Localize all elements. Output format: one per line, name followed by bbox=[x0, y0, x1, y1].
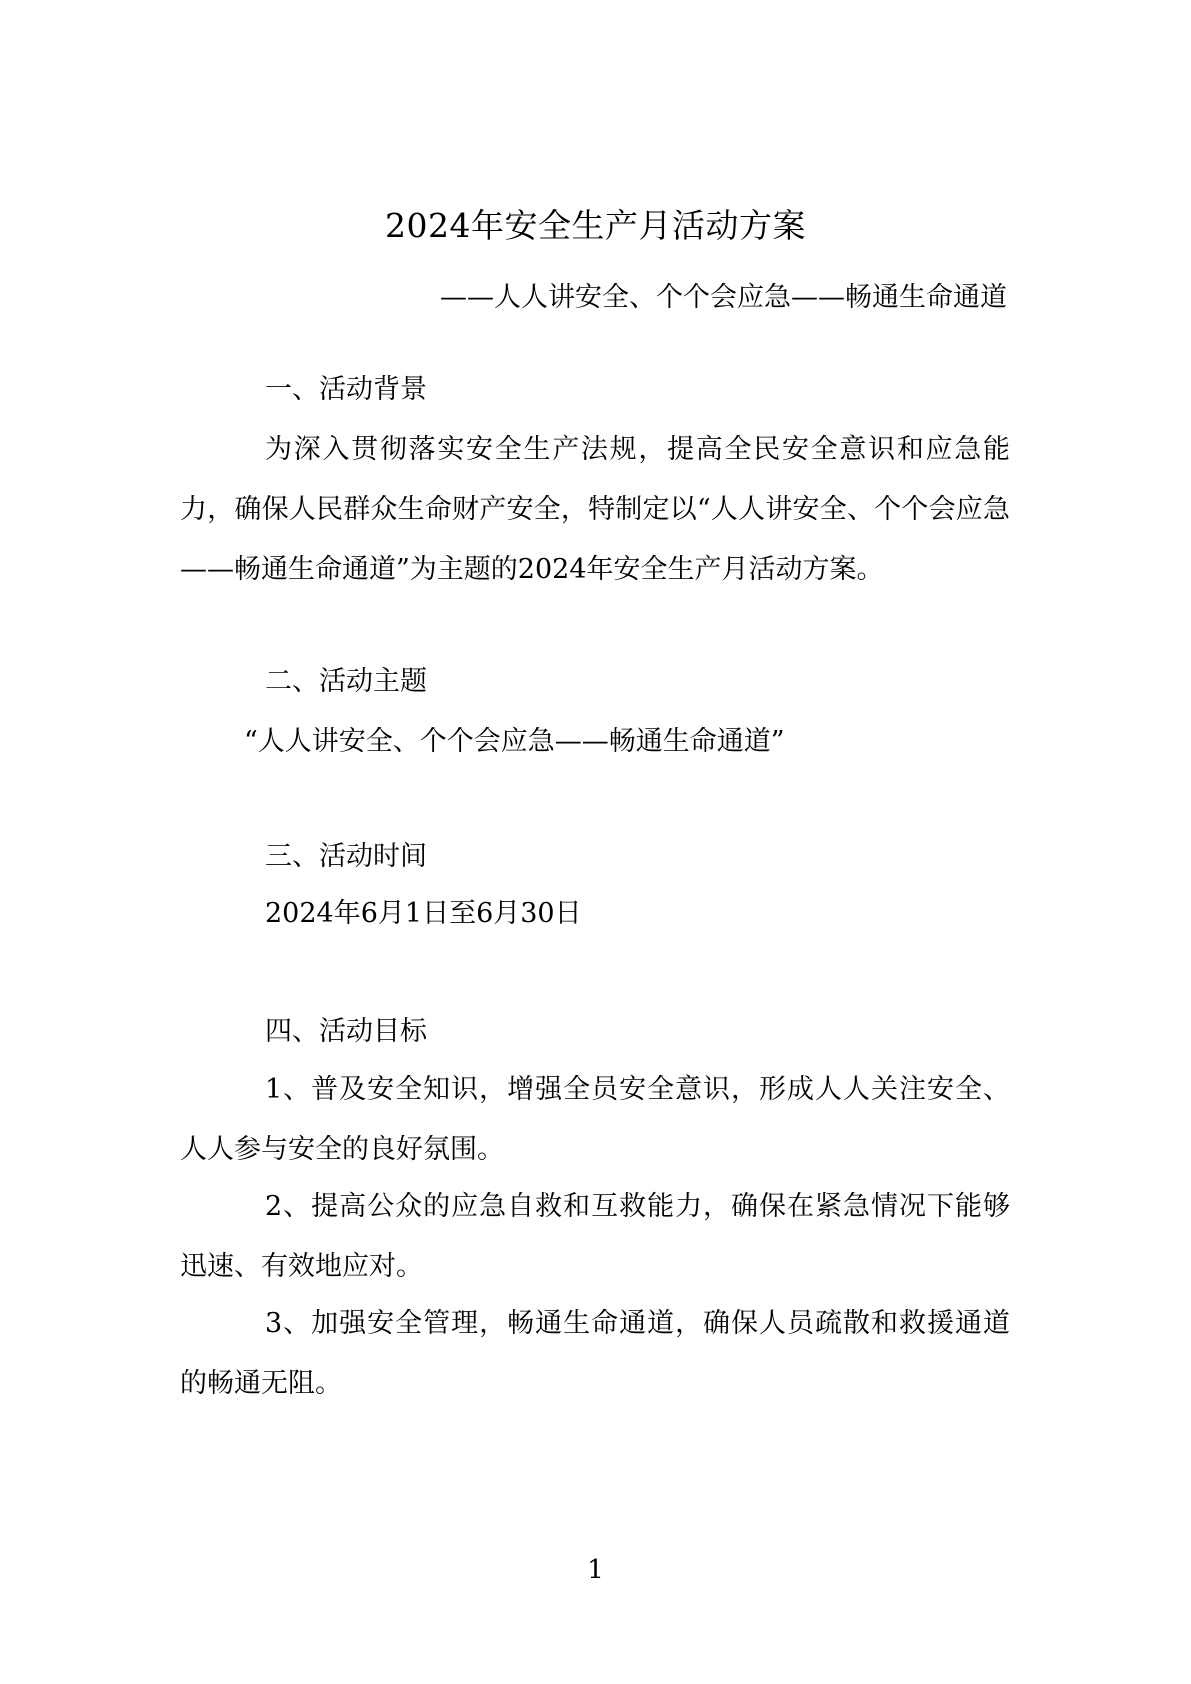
goal-item-3: 3、加强安全管理，畅通生命通道，确保人员疏散和救援通道的畅通无阻。 bbox=[180, 1308, 1010, 1399]
page-number: 1 bbox=[587, 1555, 604, 1585]
section-paragraph-time: 2024年6月1日至6月30日 bbox=[265, 898, 582, 929]
section-heading-time: 三、活动时间 bbox=[265, 841, 427, 872]
goal-item-2: 2、提高公众的应急自救和互救能力，确保在紧急情况下能够迅速、有效地应对。 bbox=[180, 1191, 1010, 1282]
section-heading-theme: 二、活动主题 bbox=[265, 666, 427, 697]
section-heading-background: 一、活动背景 bbox=[265, 374, 427, 405]
section-paragraph-background: 为深入贯彻落实安全生产法规，提高全民安全意识和应急能力，确保人民群众生命财产安全，特制定以“人人讲安全、个个会应急——畅通生命通道”为主题的2024年安全生产月活动方案。 bbox=[180, 434, 1010, 585]
document-title: 2024年安全生产月活动方案 bbox=[385, 206, 806, 245]
document-subtitle: ——人人讲安全、个个会应急——畅通生命通道 bbox=[440, 282, 1007, 313]
section-heading-goals: 四、活动目标 bbox=[265, 1016, 427, 1047]
goal-item-1: 1、普及安全知识，增强全员安全意识，形成人人关注安全、人人参与安全的良好氛围。 bbox=[180, 1074, 1010, 1165]
section-paragraph-theme: “人人讲安全、个个会应急——畅通生命通道” bbox=[244, 726, 785, 757]
